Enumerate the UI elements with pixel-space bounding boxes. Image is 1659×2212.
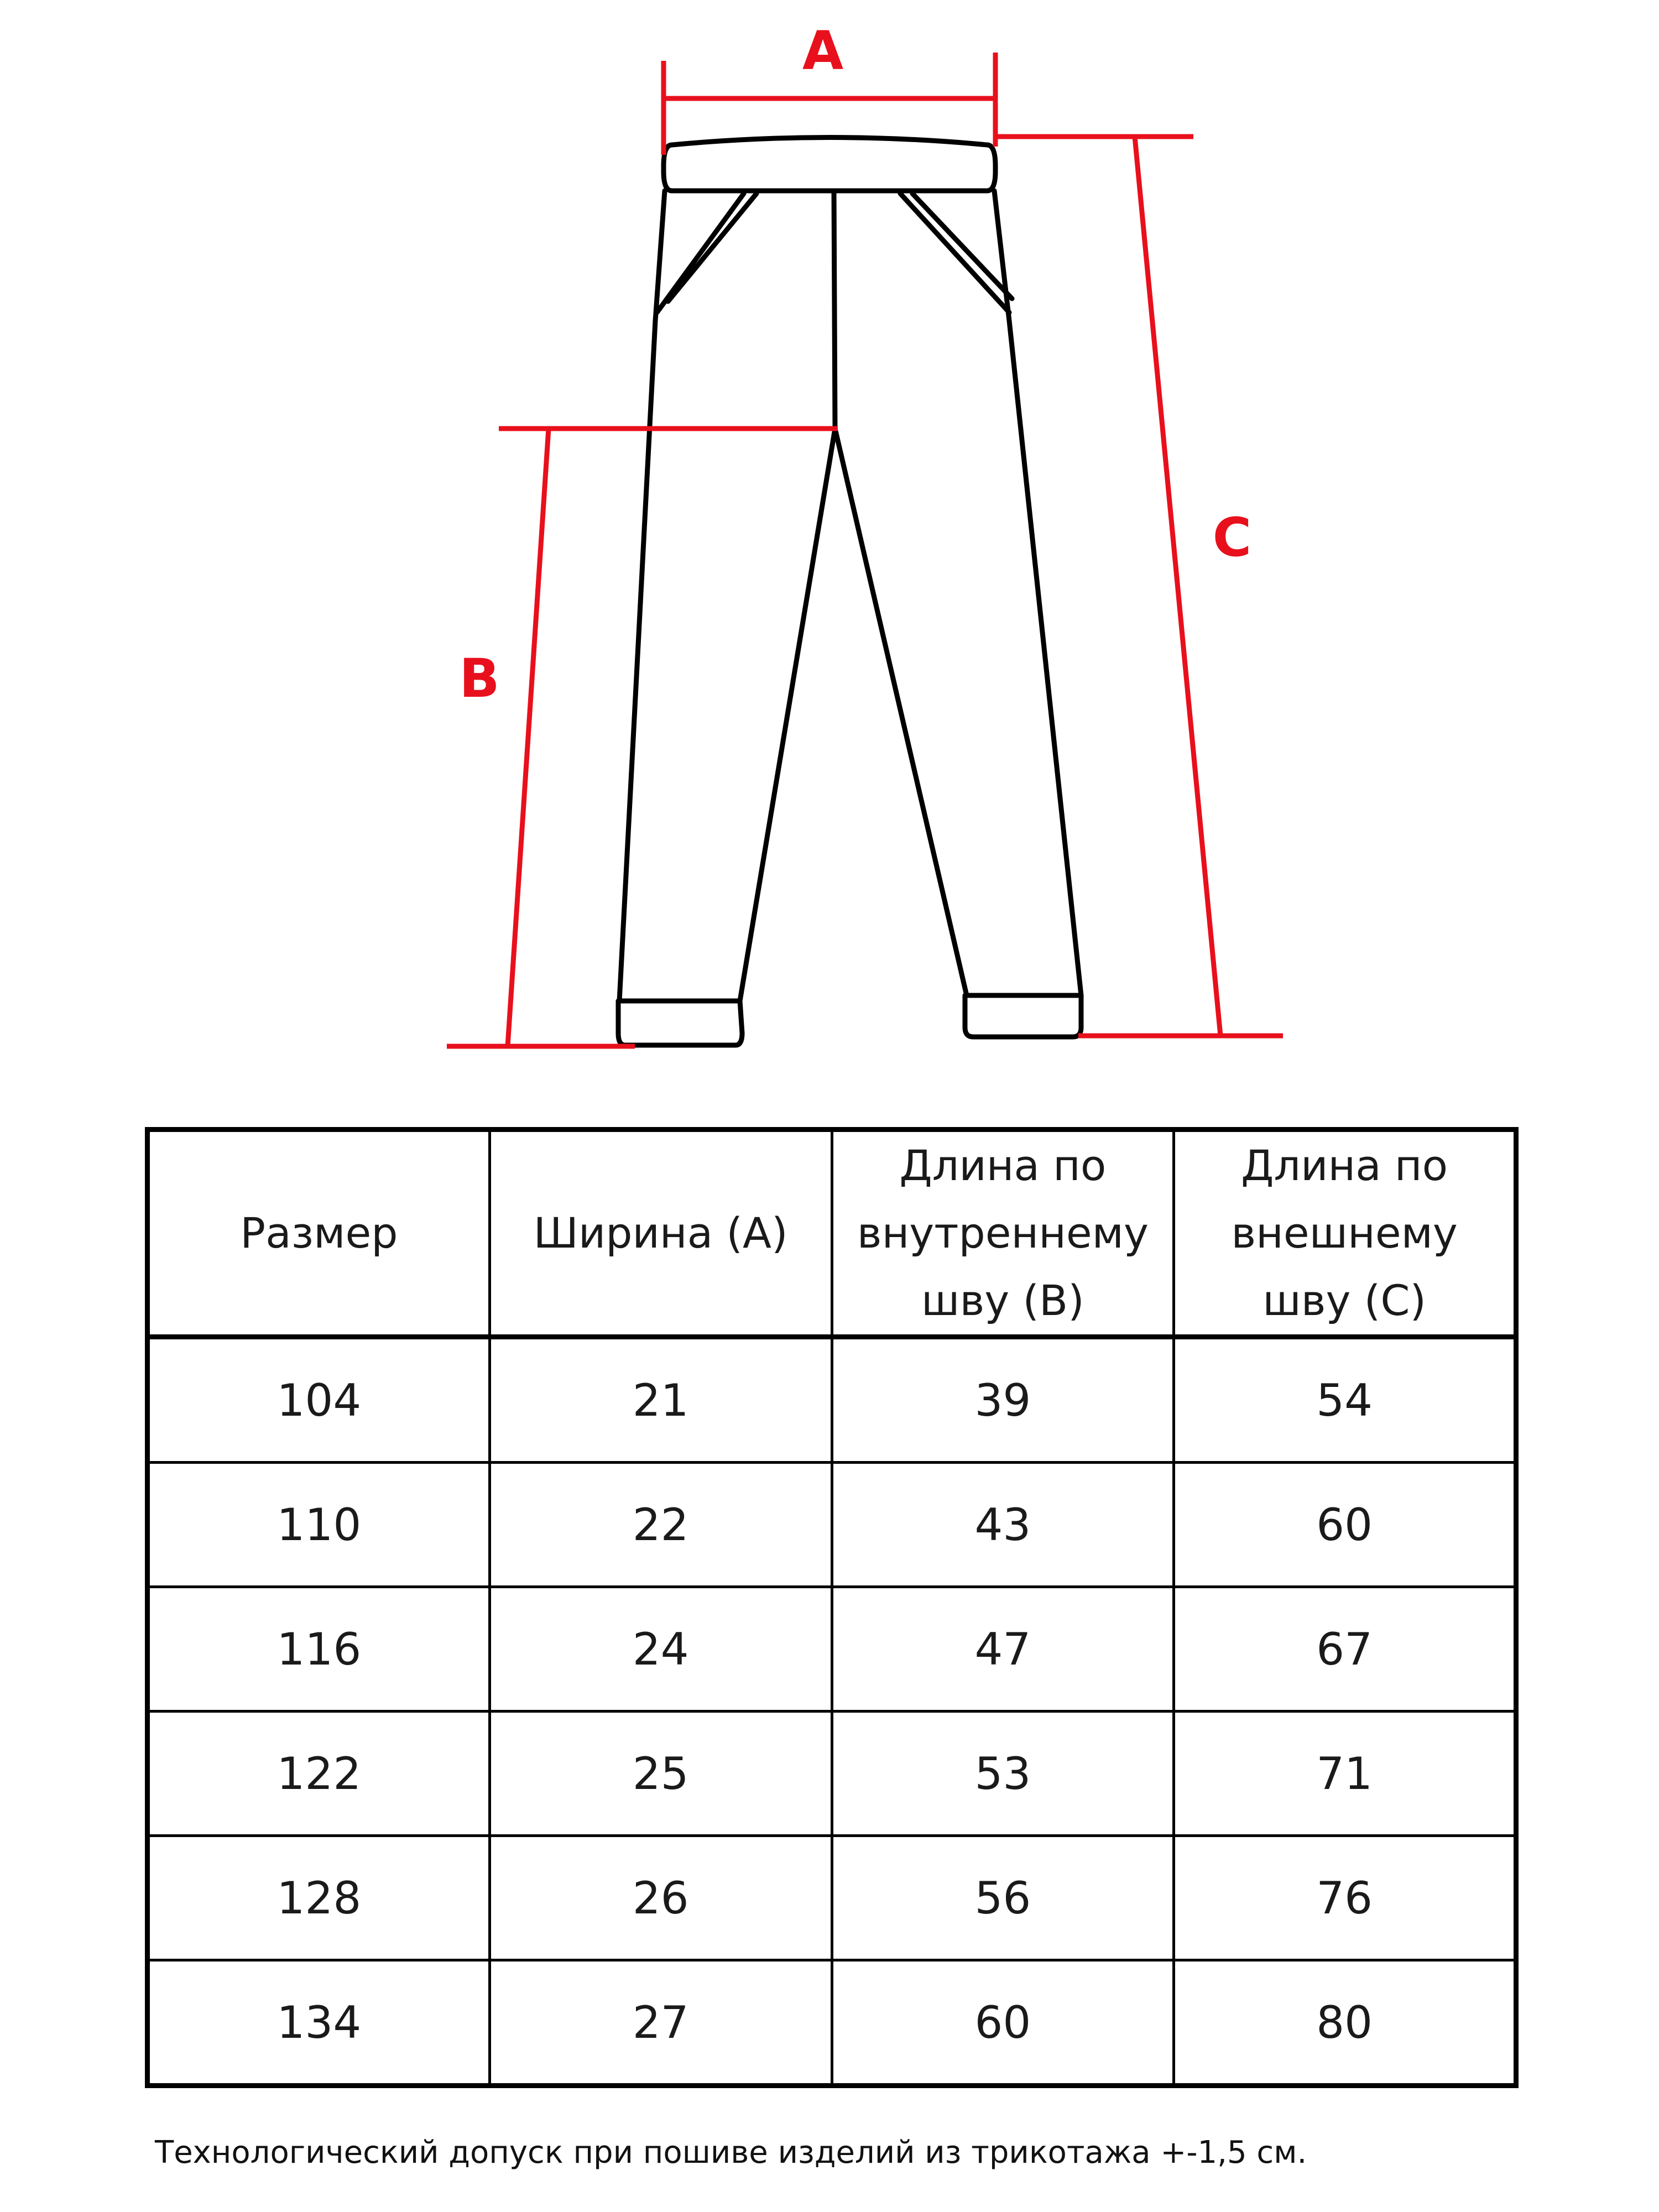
header-line: Длина по	[899, 1141, 1107, 1190]
cell-size: 110	[148, 1463, 490, 1587]
center-seam	[834, 191, 835, 429]
cell-outseam: 76	[1174, 1836, 1516, 1960]
table-row	[148, 1836, 1516, 1960]
cell-inseam: 43	[832, 1463, 1174, 1587]
cell-size: 122	[148, 1712, 490, 1836]
cell-width: 25	[489, 1712, 832, 1836]
waistband	[664, 138, 995, 191]
cell-inseam: 60	[832, 1960, 1174, 2086]
header-line: Ширина (А)	[533, 1208, 788, 1258]
cell-size: 134	[148, 1960, 490, 2086]
cell-outseam: 71	[1174, 1712, 1516, 1836]
header-line: внешнему	[1231, 1208, 1458, 1258]
size-chart-header	[148, 1130, 1516, 1337]
cell-outseam: 54	[1174, 1337, 1516, 1463]
cell-width: 24	[489, 1587, 832, 1712]
header-width	[489, 1130, 832, 1337]
table-row	[148, 1960, 1516, 2086]
cell-size: 128	[148, 1836, 490, 1960]
header-outseam	[1174, 1130, 1516, 1337]
left-cuff	[618, 1001, 742, 1045]
dimension-label-b: B	[459, 648, 500, 709]
cell-outseam: 67	[1174, 1587, 1516, 1712]
table-row	[148, 1337, 1516, 1463]
table-row	[148, 1463, 1516, 1587]
cell-inseam: 39	[832, 1337, 1174, 1463]
pants-outline	[618, 138, 1081, 1046]
tolerance-footnote: Технологический допуск при пошиве изделий из трикотажа +-1,5 см.	[155, 2135, 1307, 2171]
dimension-label-c: C	[1212, 507, 1252, 568]
size-chart-table	[145, 1127, 1519, 2088]
header-size	[148, 1130, 490, 1337]
cell-width: 21	[489, 1337, 832, 1463]
cell-outseam: 80	[1174, 1960, 1516, 2086]
cell-width: 22	[489, 1463, 832, 1587]
table-row	[148, 1712, 1516, 1836]
size-chart-body	[148, 1337, 1516, 2086]
header-line: Размер	[240, 1208, 398, 1258]
header-inseam	[832, 1130, 1174, 1337]
pants-measurement-diagram	[0, 0, 1659, 1078]
left-pocket	[657, 194, 757, 312]
header-line: внутреннему	[857, 1208, 1149, 1258]
cell-inseam: 53	[832, 1712, 1174, 1836]
table-row	[148, 1587, 1516, 1712]
header-line: Длина по	[1241, 1141, 1448, 1190]
cell-outseam: 60	[1174, 1463, 1516, 1587]
cell-width: 26	[489, 1836, 832, 1960]
cell-size: 104	[148, 1337, 490, 1463]
left-inner-seam	[740, 429, 835, 1001]
right-cuff	[965, 995, 1081, 1037]
right-inner-seam	[835, 429, 967, 995]
header-row	[148, 1130, 1516, 1337]
cell-size: 116	[148, 1587, 490, 1712]
cell-inseam: 47	[832, 1587, 1174, 1712]
cell-width: 27	[489, 1960, 832, 2086]
dimension-label-a: A	[802, 20, 844, 82]
cell-inseam: 56	[832, 1836, 1174, 1960]
header-line: шву (В)	[921, 1276, 1084, 1325]
header-line: шву (С)	[1262, 1276, 1427, 1325]
